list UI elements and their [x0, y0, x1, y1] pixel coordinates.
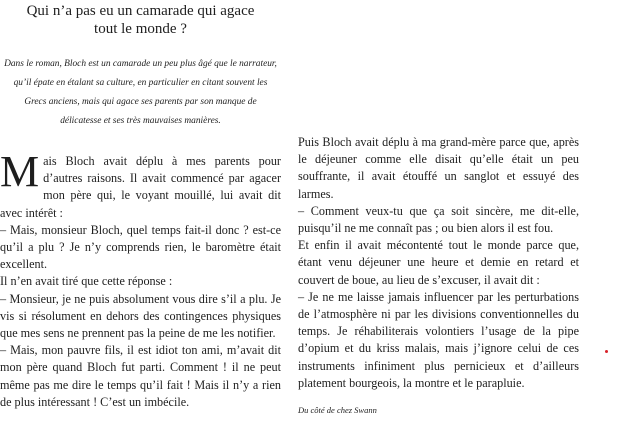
intro-text: Dans le roman, Bloch est un camarade un peu plus âgé que le narrateur, qu’il épate en étalant sa culture, en particulier en citant souvent les Grecs anciens, mais qui agace ses parents par son manque de délicatesse et ses très mauvaises manières.: [4, 59, 277, 126]
paragraph: Puis Bloch avait déplu à ma grand-mère parce que, après le déjeuner comme elle disait qu’elle était un peu souffrante, il avait étouffé un sanglot et essuyé des larmes.: [298, 135, 579, 201]
right-body-text: [298, 134, 579, 392]
paragraph: – Monsieur, je ne puis absolument vous dire s’il a plu. Je vis si résolument en dehors des contingences physiques que mes sens ne prennent pas la peine de me les notifier.: [0, 291, 281, 341]
right-column: [298, 134, 579, 416]
red-dot-marker: [605, 350, 608, 353]
paragraph: – Mais, monsieur Bloch, quel temps fait-il donc ? est-ce qu’il a plu ? Je n’y comprends rien, le baromètre était excellent.: [0, 222, 281, 272]
source-citation: Du côté de chez Swann: [298, 405, 377, 416]
page-title: Qui n’a pas eu un camarade qui agace tout le monde ?: [26, 3, 255, 37]
paragraph: Et enfin il avait mécontenté tout le monde parce que, étant venu déjeuner une heure et demie en retard et couvert de boue, au lieu de s’excuser, il avait dit :: [298, 238, 579, 287]
paragraph: – Je ne me laisse jamais influencer par les perturbations de l’atmosphère ni par les divisions conventionnelles du temps. Je réhabiliterais volontiers l’usage de la pipe d’opium et du kriss malais, mais j’ignore celui de ces instruments infiniment plus pernicieux et d’ailleurs platement bourgeois, la montre et le parapluie.: [298, 289, 579, 390]
first-paragraph: [0, 147, 281, 222]
left-column: [0, 0, 281, 411]
paragraph: – Mais, mon pauvre fils, il est idiot ton ami, m’avait dit mon père quand Bloch fut parti. Comment ! il ne peut même pas me dire le temps qu’il fait ! Mais il n’y a rien de plus intéressant ! C’est un imbécile.: [0, 343, 281, 409]
paragraph: Il n’en avait tiré que cette réponse :: [0, 274, 173, 289]
first-paragraph-text: ais Bloch avait déplu à mes parents pour d’autres raisons. Il avait commencé par agacer mon père qui, le voyant mouillé, lui avait dit avec intérêt :: [0, 154, 281, 220]
paragraph: – Comment veux-tu que ça soit sincère, me dit-elle, puisqu’il ne me connaît pas ; ou bien alors il est fou.: [298, 203, 579, 236]
left-body-text: [0, 147, 281, 411]
dropcap-letter: M: [0, 147, 40, 196]
